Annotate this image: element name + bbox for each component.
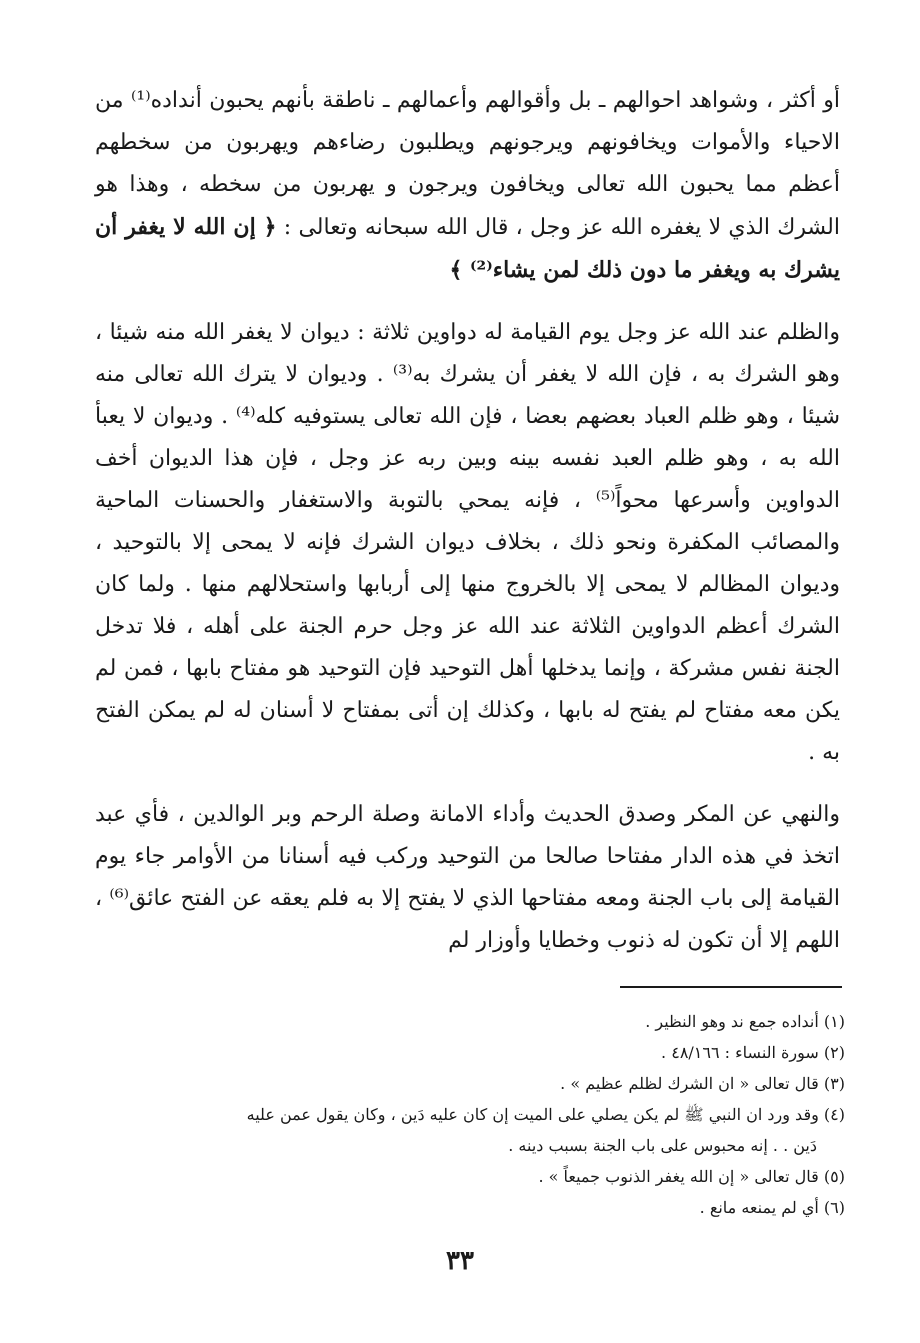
- footnotes: [110, 1006, 845, 1223]
- footnote-2: (٢) سورة النساء : ٤٨/١٦٦ .: [661, 1043, 845, 1062]
- paragraph-1-text: أو أكثر ، وشواهد احوالهم ـ بل وأقوالهم وأعمالهم ـ ناطقة بأنهم يحبون أنداده⁽¹⁾ من الاحياء والأموات ويخافونهم ويرجونهم ويطلبون رضاءهم ويهربون من سخطهم أعظم مما يحبون الله تعالى ويخافون ويرجون و يهربون من سخطه ، وهذا هو الشرك الذي لا يغفره الله عز وجل ، قال الله سبحانه وتعالى :: [95, 88, 840, 240]
- footnote-4: (٤) وقد ورد ان النبي ﷺ لم يكن يصلي على الميت إن كان عليه دَين ، وكان يقول عمن عليه: [246, 1105, 845, 1124]
- footnote-1: (١) أنداده جمع ند وهو النظير .: [645, 1012, 845, 1031]
- quran-verse-quote: ﴿ إن الله لا يغفر أن يشرك به ويغفر ما دون ذلك لمن يشاء⁽²⁾ ﴾: [95, 214, 840, 283]
- paragraph-3-text: والنهي عن المكر وصدق الحديث وأداء الامانة وصلة الرحم وبر الوالدين ، فأي عبد اتخذ في هذه الدار مفتاحا صالحا من التوحيد وركب فيه أسنانا من الأوامر جاء يوم القيامة إلى باب الجنة ومعه مفتاحها الذي لا يفتح إلا به فلم يعقه عن الفتح عائق⁽⁶⁾ ، اللهم إلا أن تكون له ذنوب وخطايا وأوزار لم: [95, 802, 840, 953]
- footnote-4-continuation: دَين . . إنه محبوس على باب الجنة بسبب دينه .: [508, 1136, 817, 1155]
- footnote-3: (٣) قال تعالى « ان الشرك لظلم عظيم » .: [560, 1074, 845, 1093]
- paragraph-1: [95, 80, 840, 292]
- page-number: ٣٣: [446, 1246, 474, 1276]
- footnote-6: (٦) أي لم يمنعه مانع .: [699, 1198, 845, 1217]
- paragraph-2-text: والظلم عند الله عز وجل يوم القيامة له دواوين ثلاثة : ديوان لا يغفر الله منه شيئا ، وهو الشرك به ، فإن الله لا يغفر أن يشرك به⁽³⁾ . وديوان لا يترك الله تعالى منه شيئا ، وهو ظلم العباد بعضهم بعضا ، فإن الله تعالى يستوفيه كله⁽⁴⁾ . وديوان لا يعبأ الله به ، وهو ظلم العبد نفسه بينه وبين ربه عز وجل ، فإن هذا الديوان أخف الدواوين وأسرعها محواً⁽⁵⁾ ، فإنه يمحي بالتوبة والاستغفار والحسنات الماحية والمصائب المكفرة ونحو ذلك ، بخلاف ديوان الشرك فإنه لا يمحى إلا بالتوحيد ، وديوان المظالم لا يمحى إلا بالخروج منها إلى أربابها واستحلالهم منها . ولما كان الشرك أعظم الدواوين الثلاثة عند الله عز وجل حرم الجنة على أهله ، فلا تدخل الجنة نفس مشركة ، وإنما يدخلها أهل التوحيد فإن التوحيد هو مفتاح بابها ، فمن لم يكن معه مفتاح لم يفتح له بابها ، وكذلك إن أتى بمفتاح لا أسنان له لم يمكن الفتح به .: [95, 320, 841, 765]
- paragraph-3: [95, 794, 840, 962]
- footnote-5: (٥) قال تعالى « إن الله يغفر الذنوب جميعاً » .: [538, 1167, 845, 1186]
- paragraph-2: [95, 312, 840, 774]
- footnote-divider: [620, 986, 842, 988]
- main-text: [95, 80, 840, 962]
